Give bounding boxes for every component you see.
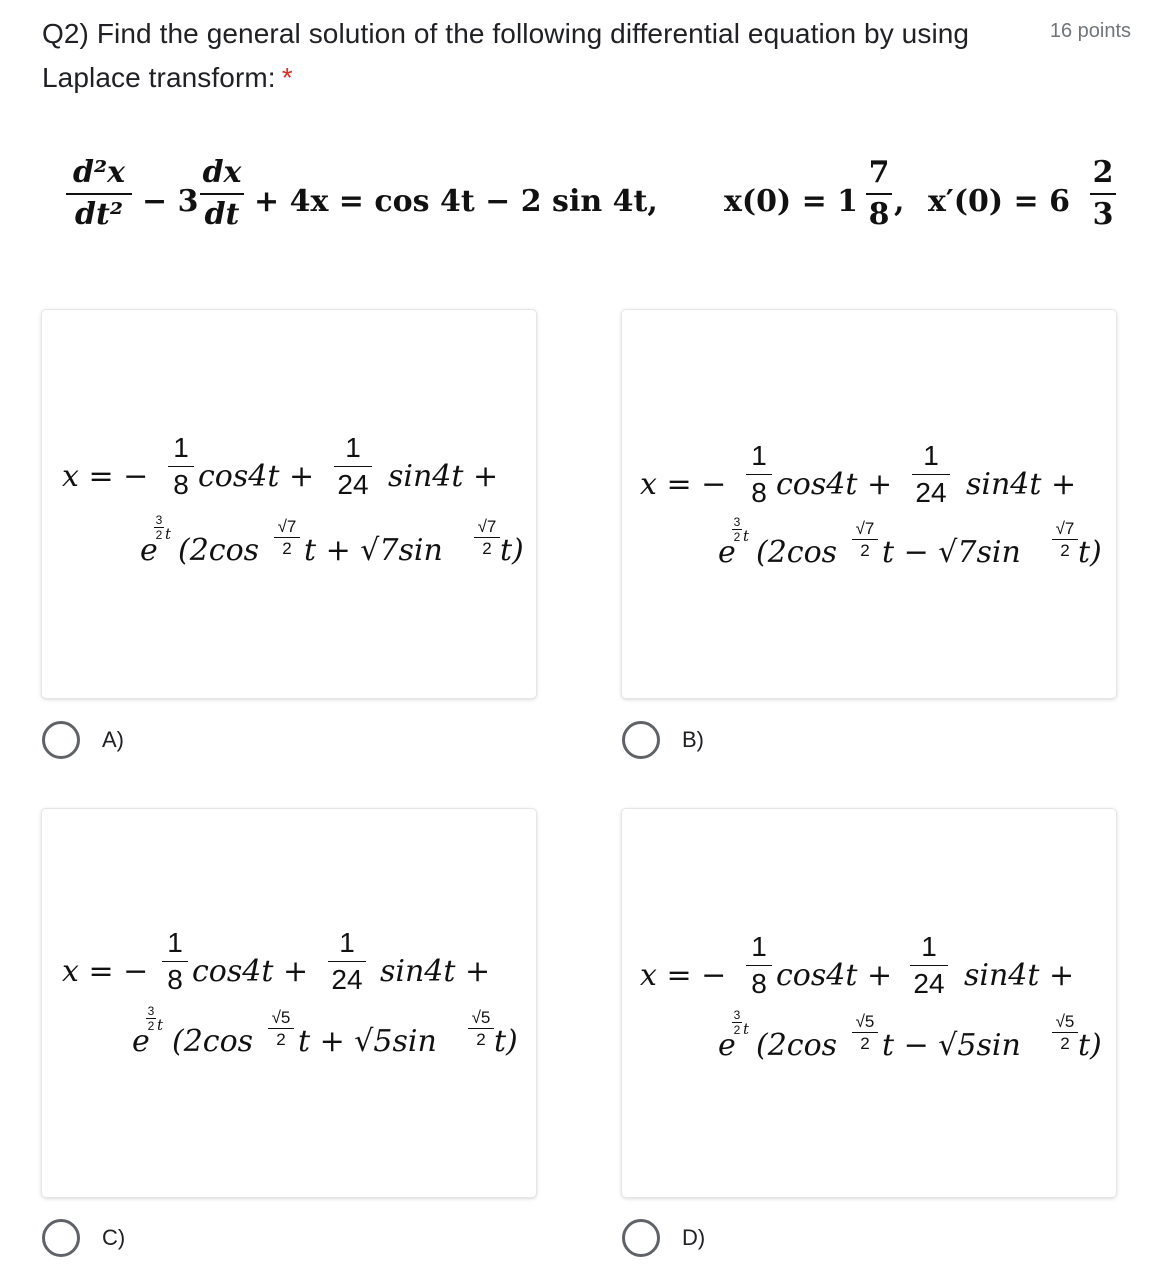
option-c-image-card — [42, 809, 536, 1197]
fraction-bar — [1052, 1032, 1078, 1033]
exp-t: t — [743, 1020, 750, 1038]
root-fraction-2 — [474, 518, 500, 557]
fraction-numerator: √7 — [855, 519, 875, 538]
formula-cos-term: cos4t + — [776, 958, 893, 993]
fraction-numerator: 3 — [733, 1008, 741, 1022]
d2x-dt2-fraction — [66, 155, 132, 232]
fraction-denominator: 2 — [155, 528, 163, 542]
fraction-one-twentyfourth — [910, 933, 948, 998]
fraction-numerator: 1 — [921, 931, 937, 962]
fraction-denominator: 3 — [1092, 197, 1114, 232]
formula-sin-term: sin4t + — [964, 958, 1075, 993]
exp-base: e — [132, 1024, 150, 1059]
question-text: Q2) Find the general solution of the following differential equation by using Laplace transform: — [42, 18, 970, 93]
fraction-bar — [852, 539, 878, 540]
option-a-formula — [62, 428, 532, 588]
option-b-label[interactable]: B) — [682, 727, 704, 752]
option-a-radio-row[interactable] — [42, 720, 124, 760]
formula-sin-mid: t + √5sin — [298, 1024, 437, 1059]
fraction-bar — [746, 474, 772, 475]
formula-cos-term: cos4t + — [198, 459, 315, 494]
fraction-bar — [910, 965, 948, 966]
fraction-bar — [468, 1028, 494, 1029]
root-fraction-2 — [1052, 520, 1078, 559]
exp-fraction — [732, 1009, 742, 1036]
fraction-numerator: 2 — [1092, 155, 1114, 190]
root-fraction-1 — [268, 1009, 294, 1048]
formula-sin-mid: t − √5sin — [882, 1028, 1021, 1063]
fraction-bar — [746, 965, 772, 966]
fraction-denominator: 24 — [337, 469, 369, 500]
fraction-denominator: 2 — [1060, 541, 1070, 560]
option-a-radio-button[interactable] — [42, 721, 80, 759]
points-label: 16 points — [1049, 20, 1131, 42]
dx-dt-fraction — [200, 155, 244, 232]
fraction-bar — [328, 961, 366, 962]
fraction-denominator: 8 — [751, 968, 767, 999]
fraction-numerator: √5 — [1055, 1012, 1075, 1031]
fraction-bar — [168, 466, 194, 467]
formula-cos-paren: (2cos — [172, 1024, 254, 1059]
formula-sin-mid: t + √7sin — [304, 533, 443, 568]
option-d-label[interactable]: D) — [682, 1225, 706, 1250]
fraction-one-eighth — [162, 929, 188, 994]
root-fraction-1 — [852, 520, 878, 559]
formula-end: t) — [500, 533, 524, 568]
formula-cos-term: cos4t + — [776, 467, 893, 502]
option-d-formula — [640, 927, 1110, 1087]
fraction-one-eighth — [746, 442, 772, 507]
fraction-numerator: 1 — [173, 432, 189, 463]
fraction-bar — [162, 961, 188, 962]
fraction-bar — [1090, 193, 1116, 195]
fraction-one-twentyfourth — [912, 442, 950, 507]
option-d-radio-button[interactable] — [622, 1219, 660, 1257]
fraction-denominator: dt — [204, 197, 240, 232]
root-fraction-1 — [274, 518, 300, 557]
formula-end: t) — [1078, 535, 1102, 570]
fraction-numerator: √5 — [855, 1012, 875, 1031]
fraction-numerator: 1 — [923, 440, 939, 471]
fraction-denominator: 2 — [1060, 1034, 1070, 1053]
fraction-numerator: 1 — [339, 927, 355, 958]
fraction-one-eighth — [168, 434, 194, 499]
exp-fraction — [146, 1005, 156, 1032]
question-title — [42, 12, 1002, 100]
fraction-bar — [852, 1032, 878, 1033]
fraction-denominator: 2 — [860, 1034, 870, 1053]
formula-end: t) — [494, 1024, 518, 1059]
fraction-bar — [200, 193, 244, 195]
initial-condition-x0: x(0) = 1 — [724, 184, 859, 219]
fraction-one-twentyfourth — [328, 929, 366, 994]
option-d-radio-row[interactable] — [622, 1218, 705, 1258]
formula-sin-term: sin4t + — [966, 467, 1077, 502]
fraction-numerator: dx — [202, 155, 242, 190]
fraction-numerator: 3 — [155, 513, 163, 527]
formula-lead: x = − — [62, 954, 149, 989]
fraction-one-twentyfourth — [334, 434, 372, 499]
fraction-bar — [268, 1028, 294, 1029]
exp-fraction — [732, 516, 742, 543]
exp-t: t — [165, 525, 172, 543]
formula-lead: x = − — [640, 467, 727, 502]
fraction-numerator: 3 — [147, 1004, 155, 1018]
option-b-radio-row[interactable] — [622, 720, 704, 760]
option-d-image-card — [622, 809, 1116, 1197]
formula-sin-mid: t − √7sin — [882, 535, 1021, 570]
fraction-denominator: 24 — [913, 968, 945, 999]
comma: , — [894, 184, 905, 219]
xprime0-fraction — [1090, 155, 1116, 232]
fraction-bar — [912, 474, 950, 475]
formula-end: t) — [1078, 1028, 1102, 1063]
formula-lead: x = − — [640, 958, 727, 993]
differential-equation — [0, 140, 1162, 260]
fraction-numerator: d²x — [72, 155, 125, 190]
fraction-denominator: dt² — [75, 197, 123, 232]
fraction-numerator: 1 — [751, 931, 767, 962]
option-b-radio-button[interactable] — [622, 721, 660, 759]
fraction-denominator: 2 — [282, 539, 292, 558]
fraction-denominator: 2 — [733, 530, 741, 544]
formula-cos-paren: (2cos — [178, 533, 260, 568]
exp-base: e — [140, 533, 158, 568]
fraction-bar — [66, 193, 132, 195]
option-b-formula — [640, 436, 1110, 596]
fraction-denominator: 2 — [276, 1030, 286, 1049]
fraction-denominator: 24 — [331, 964, 363, 995]
fraction-denominator: 8 — [751, 477, 767, 508]
fraction-one-eighth — [746, 933, 772, 998]
fraction-denominator: 2 — [860, 541, 870, 560]
option-c-label[interactable]: C) — [102, 1225, 126, 1250]
fraction-bar — [334, 466, 372, 467]
formula-cos-paren: (2cos — [756, 535, 838, 570]
required-asterisk: * — [281, 62, 293, 93]
option-a-image-card — [42, 310, 536, 698]
initial-condition-xprime0: x′(0) = 6 — [928, 184, 1070, 219]
x0-fraction — [866, 155, 892, 232]
exp-base: e — [718, 1028, 736, 1063]
fraction-numerator: 1 — [345, 432, 361, 463]
root-fraction-1 — [852, 1013, 878, 1052]
root-fraction-2 — [468, 1009, 494, 1048]
option-b-image-card — [622, 310, 1116, 698]
fraction-numerator: √7 — [1055, 519, 1075, 538]
minus-three: − 3 — [142, 184, 199, 219]
fraction-denominator: 2 — [476, 1030, 486, 1049]
fraction-denominator: 24 — [915, 477, 947, 508]
exp-fraction — [154, 514, 164, 541]
fraction-denominator: 2 — [147, 1019, 155, 1033]
fraction-numerator: 1 — [751, 440, 767, 471]
fraction-numerator: √5 — [471, 1008, 491, 1027]
fraction-denominator: 8 — [173, 469, 189, 500]
exp-t: t — [743, 527, 750, 545]
root-fraction-2 — [1052, 1013, 1078, 1052]
formula-sin-term: sin4t + — [380, 954, 491, 989]
exp-t: t — [157, 1016, 164, 1034]
fraction-numerator: 3 — [733, 515, 741, 529]
fraction-numerator: √7 — [477, 517, 497, 536]
formula-cos-paren: (2cos — [756, 1028, 838, 1063]
equation-rhs: + 4x = cos 4t − 2 sin 4t, — [254, 184, 658, 219]
formula-cos-term: cos4t + — [192, 954, 309, 989]
fraction-denominator: 2 — [733, 1023, 741, 1037]
fraction-bar — [866, 193, 892, 195]
fraction-bar — [1052, 539, 1078, 540]
option-a-label[interactable]: A) — [102, 727, 124, 752]
exp-base: e — [718, 535, 736, 570]
fraction-denominator: 8 — [167, 964, 183, 995]
fraction-bar — [474, 537, 500, 538]
option-c-radio-button[interactable] — [42, 1219, 80, 1257]
fraction-denominator: 8 — [868, 197, 890, 232]
option-c-radio-row[interactable] — [42, 1218, 125, 1258]
fraction-numerator: √7 — [277, 517, 297, 536]
fraction-numerator: 1 — [167, 927, 183, 958]
formula-sin-term: sin4t + — [388, 459, 499, 494]
fraction-numerator: 7 — [868, 155, 890, 190]
fraction-denominator: 2 — [482, 539, 492, 558]
formula-lead: x = − — [62, 459, 149, 494]
option-c-formula — [62, 923, 532, 1083]
fraction-bar — [274, 537, 300, 538]
fraction-numerator: √5 — [271, 1008, 291, 1027]
